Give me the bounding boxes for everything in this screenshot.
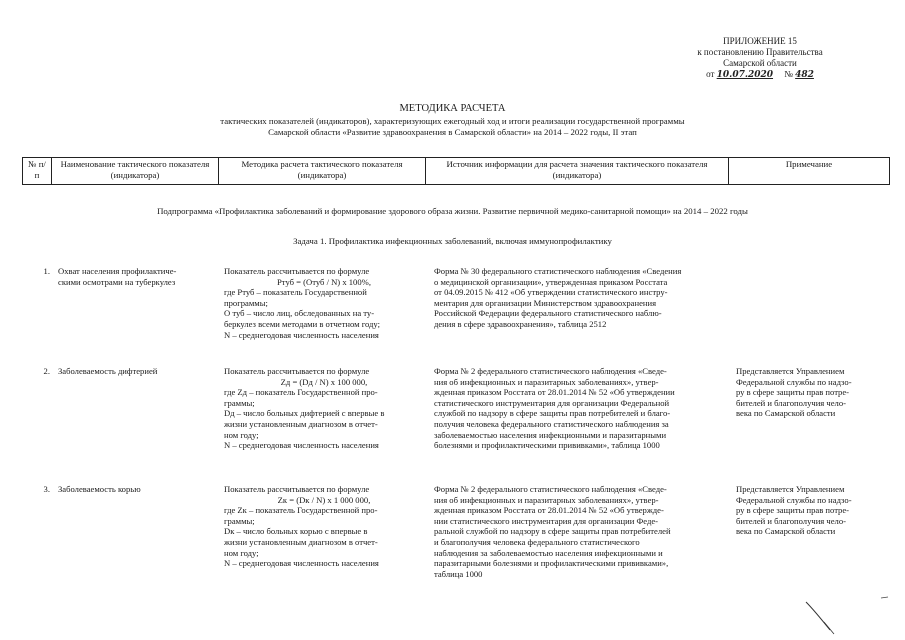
text-line: программы; xyxy=(224,297,268,308)
text-line: бителей и благополучия чело- xyxy=(736,397,846,408)
text-line: о медицинской организации», утвержденная приказом Росстата xyxy=(434,276,668,287)
formula: Zд = (Dд / N) x 100 000, xyxy=(280,376,368,387)
text-line: беркулез всеми методами в отчетном году; xyxy=(224,318,380,329)
handwritten-date: 10.07.2020 xyxy=(716,70,774,80)
text-line: Федеральной службы по надзо- xyxy=(736,376,852,387)
document-title: МЕТОДИКА РАСЧЕТА xyxy=(399,103,506,114)
text-line: O туб – число лиц, обследованных на ту- xyxy=(224,308,375,319)
text-line: Российской Федерации федерального статистического наблю- xyxy=(434,308,662,319)
text-line: таблица 1000 xyxy=(434,568,483,579)
text-line: Показатель рассчитывается по формуле xyxy=(224,366,370,376)
text-line: ральной службой по надзору в сфере защиты прав потребителей xyxy=(434,526,671,537)
text-line: Форма № 2 федерального статистического наблюдения «Сведе- xyxy=(434,484,667,494)
col-header-method: Методика расчета тактического показателя (индикатора) xyxy=(219,158,426,185)
text-line: Представляется Управлением xyxy=(736,366,845,376)
document-subtitle xyxy=(120,116,785,138)
text-line: N – среднегодовая численность населения xyxy=(224,440,379,451)
row-number: 2. xyxy=(43,366,50,376)
text-line: где Zд – показатель Государственной про- xyxy=(224,387,378,398)
subtitle-line-1: тактических показателей (индикаторов), характеризующих ежегодный ход и итоги реализации государственной программы xyxy=(220,116,685,126)
indicator-table-header xyxy=(22,157,890,185)
text-line: жденная приказом Росстата от 28.01.2014 № 52 «Об утвержде- xyxy=(434,505,664,516)
text-line: нии статистического инструментария для организации Феде- xyxy=(434,515,659,526)
text-line: Федеральной службы по надзо- xyxy=(736,494,852,505)
appendix-title: ПРИЛОЖЕНИЕ 15 xyxy=(723,36,797,46)
col-header-name: Наименование тактического показателя (индикатора) xyxy=(52,158,219,185)
text-line: Форма № 30 федерального статистического наблюдения «Сведения xyxy=(434,266,682,276)
indicator-name xyxy=(58,484,244,495)
text-line: скими осмотрами на туберкулез xyxy=(58,276,176,287)
text-line: от 04.09.2015 № 412 «Об утверждении статистического инстру- xyxy=(434,287,668,298)
text-line: жизни установленным диагнозом в отчет- xyxy=(224,418,378,429)
scan-dot-mark xyxy=(880,594,890,602)
text-line: века по Самарской области xyxy=(736,526,836,537)
indicator-name xyxy=(58,266,244,287)
formula: Pтуб = (Oтуб / N) x 100%, xyxy=(277,276,371,287)
text-line: Форма № 2 федерального статистического наблюдения «Сведе- xyxy=(434,366,667,376)
text-line: бителей и благополучия чело- xyxy=(736,515,846,526)
text-line: Заболеваемость корью xyxy=(58,484,141,494)
text-line: дения в сфере здравоохранения», таблица 2512 xyxy=(434,318,607,329)
calculation-method xyxy=(224,266,424,340)
calculation-method xyxy=(224,366,424,451)
handwritten-number: 482 xyxy=(795,70,814,80)
information-source xyxy=(434,366,730,451)
text-line: N – среднегодовая численность населения xyxy=(224,329,379,340)
formula: Zк = (Dк / N) x 1 000 000, xyxy=(277,494,371,505)
note xyxy=(736,484,890,537)
text-line: статистического инструментария для организации Федеральной xyxy=(434,397,670,408)
information-source xyxy=(434,266,730,330)
text-line: и благополучия человека федерального статистического xyxy=(434,536,640,547)
text-line: где Pтуб – показатель Государственной xyxy=(224,287,367,298)
text-line: жденная приказом Росстата от 28.01.2014 № 52 «Об утверждении xyxy=(434,387,675,398)
text-line: Представляется Управлением xyxy=(736,484,845,494)
text-line: ру в сфере защиты прав потре- xyxy=(736,387,850,398)
text-line: века по Самарской области xyxy=(736,408,836,419)
text-line: ру в сфере защиты прав потре- xyxy=(736,505,850,516)
text-line: где Zк – показатель Государственной про- xyxy=(224,505,378,516)
text-line: N – среднегодовая численность населения xyxy=(224,558,379,569)
text-line: ния об инфекционных и паразитарных заболеваниях», утвер- xyxy=(434,376,659,387)
col-header-num: № п/п xyxy=(23,158,52,185)
appendix-date-line xyxy=(660,69,860,81)
text-line: Заболеваемость дифтерией xyxy=(58,366,158,376)
text-line: паразитарными болезнями и профилактическими прививками», xyxy=(434,558,669,569)
text-line: Охват населения профилактиче- xyxy=(58,266,177,276)
task-heading: Задача 1. Профилактика инфекционных заболеваний, включая иммунопрофилактику xyxy=(293,236,612,246)
text-line: граммы; xyxy=(224,515,255,526)
appendix-block xyxy=(660,36,860,81)
from-label: от xyxy=(706,69,715,79)
text-line: наблюдения за заболеваемостью населения инфекционными и xyxy=(434,547,663,558)
text-line: ментария для организации Министерством здравоохранения xyxy=(434,297,657,308)
col-header-source: Источник информации для расчета значения тактического показателя (индикатора) xyxy=(426,158,729,185)
text-line: Показатель рассчитывается по формуле xyxy=(224,266,370,276)
text-line: ния об инфекционных и паразитарных заболеваниях», утвер- xyxy=(434,494,659,505)
information-source xyxy=(434,484,730,579)
appendix-line-resolution: к постановлению Правительства xyxy=(697,47,823,57)
subtitle-line-2: Самарской области «Развитие здравоохранения в Самарской области» на 2014 – 2022 годы, II этап xyxy=(268,127,637,137)
calculation-method xyxy=(224,484,424,569)
text-line: болезнями и профилактическими прививками», таблица 1000 xyxy=(434,440,660,451)
subprogram-heading: Подпрограмма «Профилактика заболеваний и формирование здорового образа жизни. Развитие первичной медико-санитарной помощи» на 2014 – 2022 годы xyxy=(157,206,748,216)
text-line: ном году; xyxy=(224,429,259,440)
text-line: жизни установленным диагнозом в отчет- xyxy=(224,536,378,547)
text-line: Dд – число больных дифтерией с впервые в xyxy=(224,408,385,419)
note xyxy=(736,366,890,419)
text-line: получия человека федерального статистического наблюдения за xyxy=(434,418,669,429)
text-line: заболеваемостью населения инфекционными и паразитарными xyxy=(434,429,667,440)
indicator-name xyxy=(58,366,244,377)
row-number: 3. xyxy=(43,484,50,494)
pen-stroke-mark xyxy=(800,600,860,636)
text-line: службой по надзору в сфере защиты прав потребителей и благо- xyxy=(434,408,671,419)
col-header-note: Примечание xyxy=(729,158,890,185)
text-line: ном году; xyxy=(224,547,259,558)
text-line: граммы; xyxy=(224,397,255,408)
appendix-line-region: Самарской области xyxy=(723,58,797,68)
number-label: № xyxy=(784,69,793,79)
text-line: Показатель рассчитывается по формуле xyxy=(224,484,370,494)
row-number: 1. xyxy=(43,266,50,276)
text-line: Dк – число больных корью с впервые в xyxy=(224,526,368,537)
